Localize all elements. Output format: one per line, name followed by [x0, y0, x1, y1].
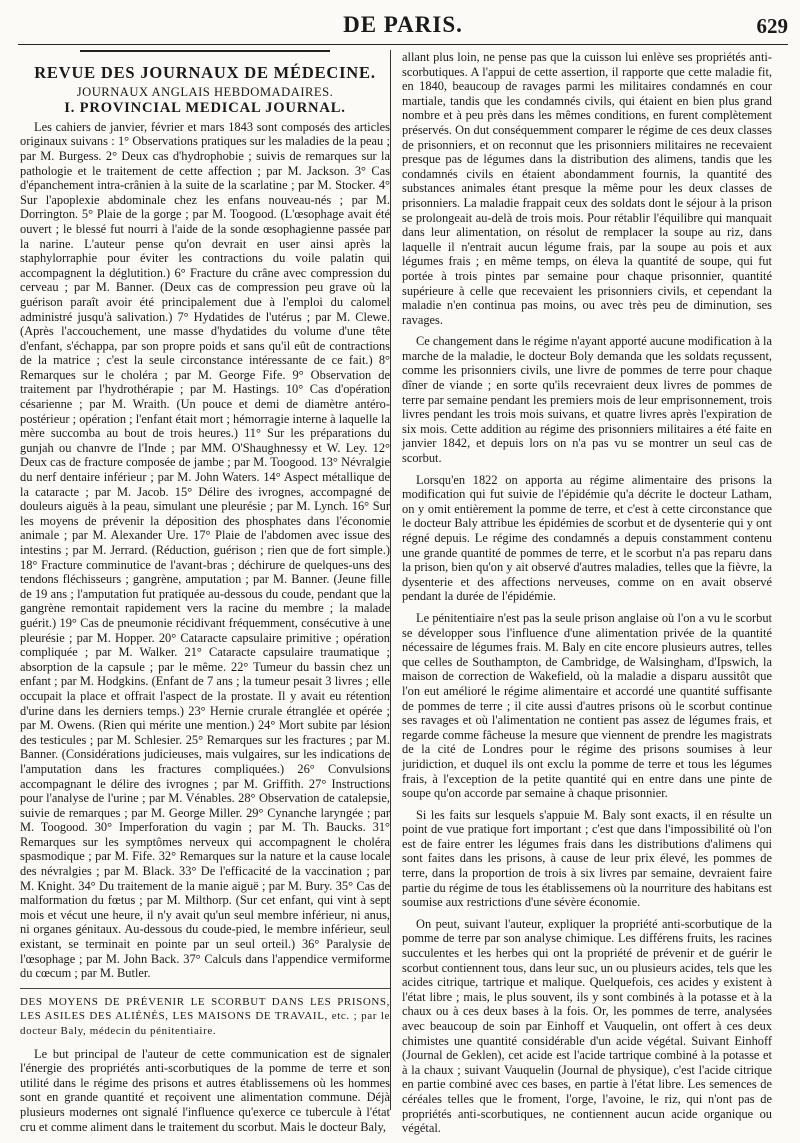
article-list-paragraph: Les cahiers de janvier, février et mars 1843 sont composés des articles originaux suivans : 1° Observations pratiques sur les maladies de la peau ; par M. Burgess. 2° Deux cas d'hydrophobie ; suivis de remarques sur la pathologie et le traitement de cette affection ; par M. Jackson. 3° Cas d'épanchement intra-crânien à la suite de la scarlatine ; par M. Stocker. 4° Sur l'apoplexie abdominale chez les enfans nouveau-nés ; par M. Dorrington. 5° Plaie de la gorge ; par M. Toogood. (L'œsophage avait été ouvert ; le blessé fut nourri à l'aide de la sonde œsophagienne passée par la narine. L'auteur pense qu'on devrait en user ainsi après la staphylorraphie pour éviter les contractions du voile palatin qui accompagnent la déglutition.) 6° Fracture du crâne avec compression du cerveau ; par M. Banner. (Deux cas de compression peu grave où la guérison paraît avoir été principalement due à l'emploi du calomel administré jusqu'à salivation.) 7° Hydatides de l'utérus ; par M. Clewe. (Après l'accouchement, une masse d'hydatides du volume d'une tête d'enfant, s'échappa, par son propre poids et sans qu'il eût de contractions de la matrice ; c'est la seule circonstance intéressante de ce fait.) 8° Remarques sur le choléra ; par M. George Fife. 9° Observation de traitement par l'hydrothérapie ; par M. Hastings. 10° Cas d'opération césarienne ; par M. Wraith. (Un pouce et demi de diamètre antéro-postérieur ; opération ; l'enfant était mort ; hémorragie interne à laquelle la mère succomba au bout de trois heures.) 11° Sur les préparations du gunjah ou chanvre de l'Inde ; par MM. O'Shaughnessy et W. Ley. 12° Deux cas de fracture composée de jambe ; par M. Toogood. 13° Névralgie du nerf dentaire inférieur ; par M. John Waters. 14° Aspect métallique de la cataracte ; par M. Jacob. 15° Délire des ivrognes, accompagné de douleurs aiguës à la peau, simulant une pleurésie ; par M. Lynch. 16° Sur les moyens de prévenir la déposition des phosphates dans l'économie animale ; par M. Alexander Ure. 17° Plaie de l'abdomen avec issue des intestins ; par M. Jerrard. (Réduction, guérison ; rien que de fort simple.) 18° Fracture comminutice de l'avant-bras ; déchirure de quelques-uns des tendons fléchisseurs ; gangrène, amputation ; par M. Banner. (Jeune fille de 19 ans ; l'amputation fut pratiquée au-dessous du coude, pendant que la gangrène remontait rapidement vers la racine du membre ; la malade guérit.) 19° Cas de pneumonie récidivant fréquemment, consécutive à une pleurésie ; par M. Hopper. 20° Cataracte capsulaire primitive ; opération compliquée ; par M. Walker. 21° Cataracte capsulaire traumatique ; absorption de la capsule ; par le même. 22° Tumeur du bassin chez un enfant ; par M. Hodgkins. (Enfant de 7 ans ; la tumeur pesait 3 livres ; elle occupait la place et offrait l'aspect de la prostate. Il y avait eu rétention d'urine dans les derniers temps.) 23° Hernie crurale étranglée et opérée ; par M. Owens. (Rien qui mérite une mention.) 24° Mort subite par lésion des testicules ; par M. Schlesier. 25° Remarques sur les fractures ; par M. Banner. (Considérations judicieuses, mais vulgaires, sur les indications de l'amputation dans les fractures compliquées.) 26° Convulsions accompagnant le délire des ivrognes ; par M. Griffith. 27° Instructions pour l'analyse de l'urine ; par M. Vénables. 28° Observation de catalepsie, suivie de remarques ; par M. George Miller. 29° Cynanche laryngée ; par M. Toogood. 30° Imperforation du vagin ; par M. Th. Baucks. 31° Remarques sur les symptômes nerveux qui accompagnent le choléra spasmodique ; par M. Fife. 32° Remarques sur la nature et la cause locale des névralgies ; par M. Black. 33° De l'efficacité de la vaccination ; par M. Knight. 34° Du traitement de la manie aiguë ; par M. Bury. 35° Cas de malformation du fœtus ; par M. Milthorp. (Sur cet enfant, qui vint à sept mois et vécut une heure, il n'y avait qu'un seul membre inférieur, ni anus, ni organes génitaux. Au-dessous du coude-pied, le membre inférieur, seul existant, se terminait en pointe par un seul orteil.) 36° Paralysie de l'œsophage ; par M. John Back. 37° Calculs dans l'appendice vermiforme du cœcum ; par M. Butler. [20, 119, 390, 981]
body-paragraph: Lorsqu'en 1822 on apporta au régime alimentaire des prisons la modification qui fut suivie de l'épidémie qu'a décrite le docteur Latham, on y omit entièrement la pomme de terre, et c'est à cette circonstance que le docteur Baly attribue les épidémies de scorbut et de dysenterie qui y ont régné depuis. Le régime des condamnés a depuis constamment contenu une grande quantité de pommes de terre, et le scorbut n'a pas reparu dans la prison, bien qu'on y ait observé d'autres maladies, telles que la fièvre, la dysenterie et des affections nerveuses, comme on en avait observé pendant la durée de l'épidémie. [402, 472, 772, 604]
body-paragraph: Ce changement dans le régime n'ayant apporté aucune modification à la marche de la maladie, le docteur Boly demanda que les soldats reçussent, comme les prisonniers civils, une livre de pommes de terre pour chaque dîner de viande ; en sorte qu'ils recevraient deux livres de pommes de terre par semaine pendant les premiers mois de leur emprisonnement, trois livres pendant les trois mois suivans, et quatre livres après l'expiration de six mois. Cette addition au régime des prisonniers militaires a été faite en janvier 1842, et depuis lors on n'a pas vu se montrer un seul cas de scorbut. [402, 334, 772, 466]
main-heading: REVUE DES JOURNAUX DE MÉDECINE. [34, 63, 376, 82]
article-title: DES MOYENS DE PRÉVENIR LE SCORBUT DANS LES PRISONS, LES ASILES DES ALIÉNÉS, LES MAISONS DE TRAVAIL, etc. ; par le docteur Baly, médecin du pénitentiaire. [20, 995, 390, 1037]
left-column [20, 50, 390, 1141]
right-column [402, 50, 772, 1143]
body-paragraph: On peut, suivant l'auteur, expliquer la propriété anti-scorbutique de la pomme de terre par son analyse chimique. Les différens fruits, les racines succulentes et les herbes qui ont la propriété de prévenir et de guérir le scorbut contiennent tous, dans leur suc, un ou plusieurs acides, tels que les acides citrique, tartrique et malique. Quelquefois, ces acides y existent à l'état libre ; mais, le plus souvent, ils y sont combinés à la potasse et à la chaux ou à ces deux bases à la fois. Or, les pommes de terre, analysées avec beaucoup de soin par Einhoff et Vauquelin, ont offert à ces deux chimistes une quantité considérable d'un acide végétal. Suivant Einhoff (Journal de Geklen), cet acide est l'acide tartrique combiné à la potasse et à la chaux ; suivant Vauquelin (Journal de physique), c'est l'acide citrique en partie combiné avec ces bases, en partie à l'état libre. Les semences de céréales telles que le froment, l'orge, l'avoine, le riz, qui n'ont pas de propriétés anti-scorbutiques, ne contiennent aucun acide organique ou végétal. [402, 916, 772, 1136]
body-paragraph: Le pénitentiaire n'est pas la seule prison anglaise où l'on a vu le scorbut se développer sous l'influence d'une alimentation privée de la quantité nécessaire de légumes frais. M. Baly en cite encore plusieurs autres, telles que celles de Southampton, de Cambridge, de Walsingham, d'Ipswich, la maison de correction de Wakefield, où la maladie a disparu aussitôt que l'on eut amélioré le régime alimentaire et accordé une quantité suffisante de pommes de terre ; il cite aussi d'autres prisons où le scorbut continue ses ravages et où l'alimentation ne contient pas assez de légumes frais, et regarde comme fâcheuse la mesure que viennent de prendre les magistrats de la cité de Londres pour le régime des prisons soumises à leur juridiction, et duquel ils ont exclu la pomme de terre et tous les légumes frais, à l'exception de la petite quantité qui en entre dans une pinte de soupe qu'on accorde par semaine à chaque prisonnier. [402, 610, 772, 801]
body-paragraph: Le but principal de l'auteur de cette communication est de signaler l'énergie des propriétés anti-scorbutiques de la pomme de terre et son utilité dans le régime des prisons et autres établissemens où les hommes sont en grande quantité et reçoivent une alimentation commune. Déjà plusieurs modernes ont signalé l'influence qu'exerce ce tubercule à l'état cru et comme aliment dans le traitement du scorbut. Mais le docteur Baly, [20, 1046, 390, 1134]
column-separator [390, 50, 391, 1110]
body-paragraph: allant plus loin, ne pense pas que la cuisson lui enlève ses propriétés anti-scorbutiques. A l'appui de cette assertion, il rapporte que cette maladie fit, en 1840, beaucoup de ravages parmi les militaires condamnés en cour martiale, tandis que les condamnés civils, qui étaient en bien plus grand nombre et à peu près dans les mêmes conditions, en furent complètement préservés. On dut conséquemment comparer le régime de ces deux classes de prisonniers, et on reconnut que les prisonniers militaires ne recevaient presque pas de légumes dans la distribution des alimens, tandis que les condamnés civils en étaient abondamment fournis, la quantité des substances animales étant presque la même pour les deux classes de prisonniers. La maladie frappait ceux des soldats dont le séjour à la prison se prolongeait au-delà de trois mois. Pour rétablir l'équilibre qui manquait dans leur alimentation, on résolut de remplacer la soupe au riz, dans laquelle il n'entrait aucun légume frais, par la soupe au pois et aux légumes frais ; en même temps, on éleva la quantité de soupe, qui fut portée à trois pintes par semaine pour chaque prisonnier, quantité supérieure à celle que recevaient les prisonniers civils, et cependant la maladie n'en continua pas moins, ou avec très peu de diminution, ses ravages. [402, 50, 772, 327]
page-number: 629 [756, 14, 788, 38]
heading-rule [80, 50, 330, 52]
running-title: DE PARIS. [343, 12, 463, 37]
section-heading: I. PROVINCIAL MEDICAL JOURNAL. [64, 100, 346, 117]
body-paragraph: Si les faits sur lesquels s'appuie M. Baly sont exacts, il en résulte un point de vue pratique fort important ; c'est que dans l'impossibilité où l'on est de faire entrer les légumes frais dans les distributions d'alimens qui sont faites dans les prisons, à cause de leur prix élevé, les pommes de terre, dans la proportion de trois à six livres par semaine, devraient faire partie du régime de tous les établissemens où la nourriture des habitans est soumise aux restrictions d'une sévère économie. [402, 807, 772, 910]
header-rule [18, 44, 788, 45]
page-header [18, 12, 788, 42]
subheading: JOURNAUX ANGLAIS HEBDOMADAIRES. [76, 84, 334, 99]
article-separator [20, 988, 390, 989]
